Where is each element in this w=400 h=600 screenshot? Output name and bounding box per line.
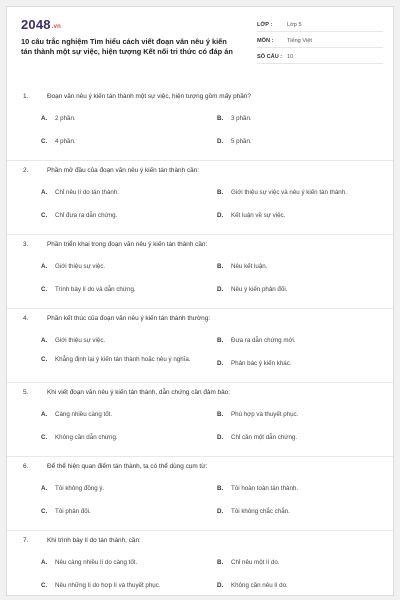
worksheet-header xyxy=(7,7,393,75)
page-title: 10 câu trắc nghiệm Tìm hiểu cách viết đoạn văn nêu ý kiến tán thành một sự việc, hiện tượng Kết nối tri thức có đáp án xyxy=(21,37,233,56)
question-item xyxy=(7,383,393,457)
option-c[interactable]: C. Tôi phản đối. xyxy=(41,508,91,515)
option-b[interactable]: B. Tôi hoàn toàn tán thành. xyxy=(217,485,299,492)
option-d[interactable]: D. Không cần nêu lí do. xyxy=(217,582,288,589)
option-d[interactable]: D. Phản bác ý kiến khác. xyxy=(217,360,292,367)
option-d[interactable]: D. Kết luận về sự việc. xyxy=(217,212,286,219)
option-c[interactable]: C. 4 phần. xyxy=(41,138,76,145)
option-d[interactable]: D. 5 phần. xyxy=(217,138,252,145)
question-number: 4. xyxy=(23,315,29,322)
site-logo[interactable]: 2048.vn xyxy=(21,17,62,32)
question-text: Phần triển khai trong đoạn văn nêu ý kiến tán thành cần: xyxy=(47,241,208,248)
meta-question-count: SỐ CÂU : 10 xyxy=(257,51,383,64)
option-a[interactable]: A. Nêu càng nhiều lí do càng tốt. xyxy=(41,559,138,566)
question-number: 2. xyxy=(23,167,29,174)
meta-subject: MÔN : Tiếng Việt xyxy=(257,35,383,48)
option-d[interactable]: D. Tôi không chắc chắn. xyxy=(217,508,290,515)
option-a[interactable]: A. Tôi không đồng ý. xyxy=(41,485,105,492)
question-text: Phần kết thúc của đoạn văn nêu ý kiến tán thành thường: xyxy=(47,315,211,322)
question-list xyxy=(7,87,393,596)
question-item xyxy=(7,235,393,309)
worksheet-page xyxy=(6,6,394,596)
option-a[interactable]: A. Giới thiệu sự việc. xyxy=(41,263,106,270)
question-number: 7. xyxy=(23,537,29,544)
question-item xyxy=(7,531,393,596)
meta-panel xyxy=(257,19,383,67)
question-item xyxy=(7,457,393,531)
option-c[interactable]: C. Khẳng định lại ý kiến tán thành hoặc nêu ý nghĩa. xyxy=(41,356,191,363)
option-b[interactable]: B. Giới thiệu sự việc và nêu ý kiến tán thành. xyxy=(217,189,347,196)
option-c[interactable]: C. Chỉ đưa ra dẫn chứng. xyxy=(41,212,118,219)
option-d[interactable]: D. Nêu ý kiến phản đối. xyxy=(217,286,288,293)
option-a[interactable]: A. Giới thiệu sự việc. xyxy=(41,337,106,344)
question-text: Đoạn văn nêu ý kiến tán thành một sự việc, hiện tượng gồm mấy phần? xyxy=(47,93,251,100)
question-text: Phần mở đầu của đoạn văn nêu ý kiến tán thành cần: xyxy=(47,167,199,174)
option-b[interactable]: B. Phù hợp và thuyết phục. xyxy=(217,411,299,418)
option-c[interactable]: C. Trình bày lí do và dẫn chứng. xyxy=(41,286,136,293)
option-a[interactable]: A. Chỉ nêu lí do tán thành. xyxy=(41,189,119,196)
question-number: 6. xyxy=(23,463,29,470)
option-a[interactable]: A. 2 phần. xyxy=(41,115,76,122)
option-b[interactable]: B. Chỉ nêu một lí do. xyxy=(217,559,280,566)
question-item xyxy=(7,309,393,383)
option-a[interactable]: A. Càng nhiều càng tốt. xyxy=(41,411,113,418)
option-b[interactable]: B. 3 phần. xyxy=(217,115,252,122)
option-b[interactable]: B. Đưa ra dẫn chứng mới. xyxy=(217,337,296,344)
meta-grade: LỚP : Lớp 5 xyxy=(257,19,383,32)
question-number: 3. xyxy=(23,241,29,248)
question-item xyxy=(7,161,393,235)
question-number: 5. xyxy=(23,389,29,396)
question-text: Khi viết đoạn văn nêu ý kiến tán thành, dẫn chứng cần đảm bảo: xyxy=(47,389,230,396)
question-item xyxy=(7,87,393,161)
option-c[interactable]: C. Không cần dẫn chứng. xyxy=(41,434,118,441)
option-b[interactable]: B. Nêu kết luận. xyxy=(217,263,268,270)
question-number: 1. xyxy=(23,93,29,100)
question-text: Khi trình bày lí do tán thành, cần: xyxy=(47,537,141,544)
option-c[interactable]: C. Nêu những lí do hợp lí và thuyết phục. xyxy=(41,582,161,589)
option-d[interactable]: D. Chỉ cần một dẫn chứng. xyxy=(217,434,298,441)
question-text: Để thể hiện quan điểm tán thành, ta có thể dùng cụm từ: xyxy=(47,463,208,470)
